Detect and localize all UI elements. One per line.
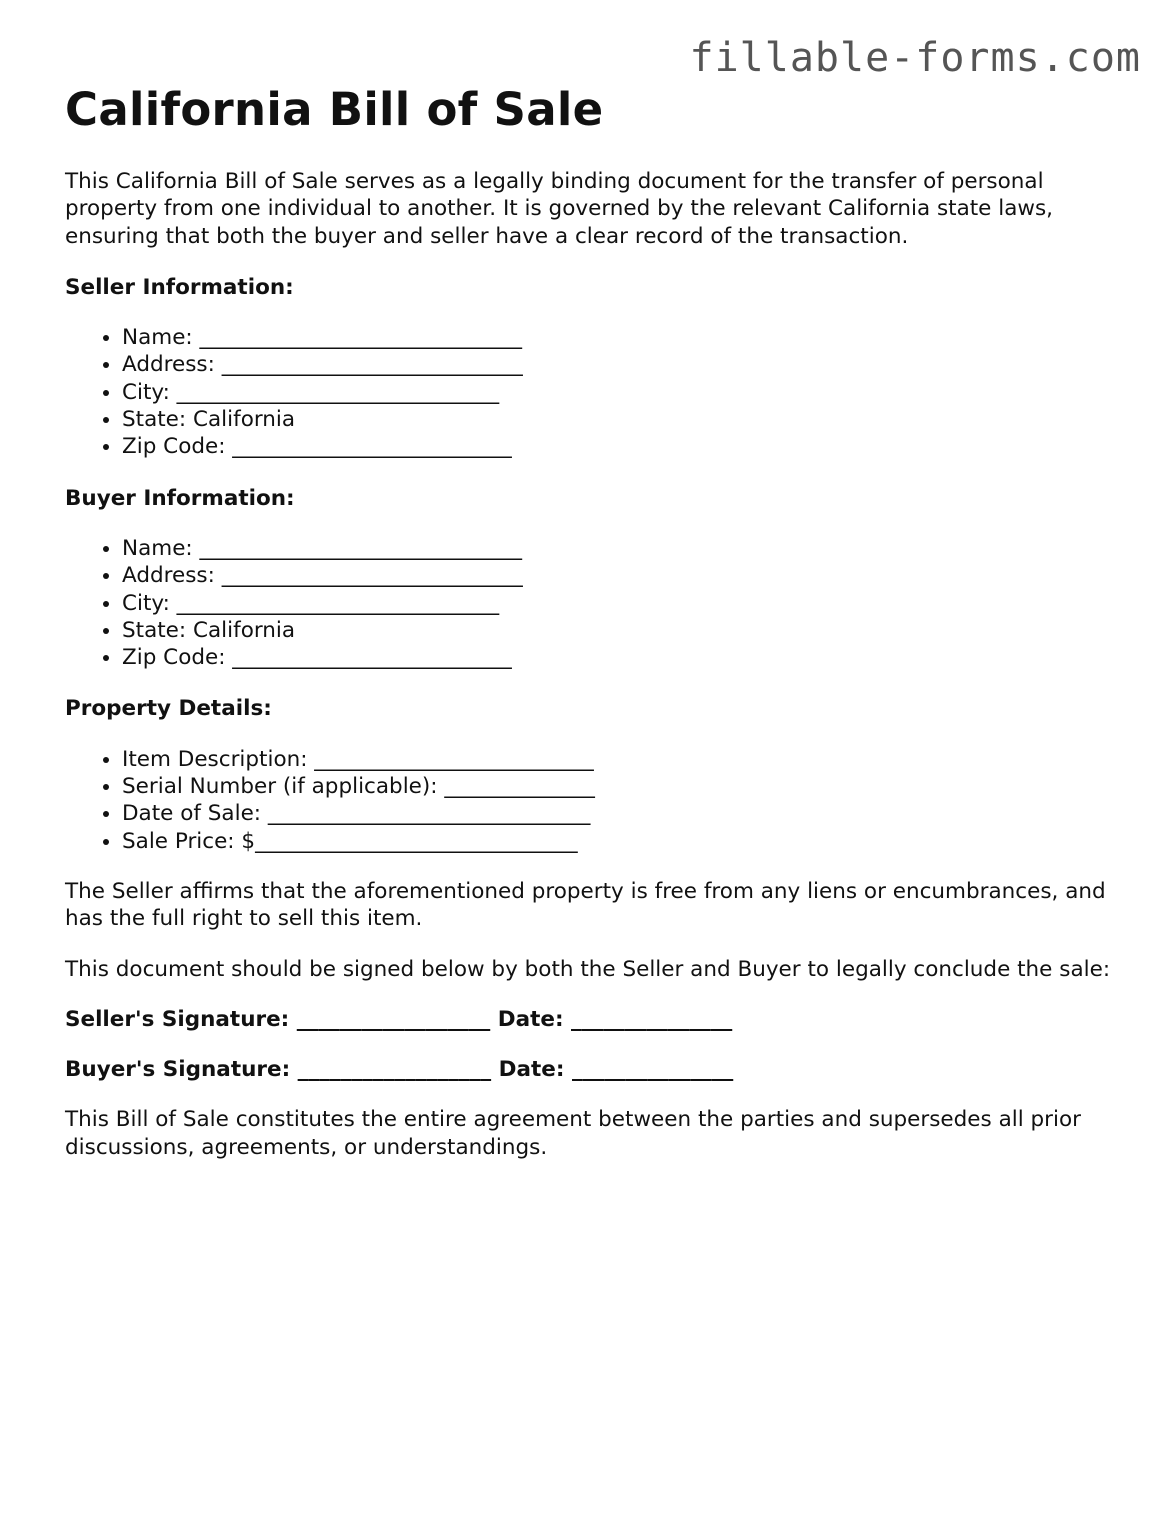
buyer-name-field: • Name: ______________________________ [122, 535, 1125, 562]
buyer-heading: Buyer Information: [65, 485, 295, 511]
intro-paragraph: This California Bill of Sale serves as a legally binding document for the transfer of personal property from one individual to another. It is governed by the relevant California state laws, ensuring that both the buyer and seller have a clear record of the transaction. [65, 169, 1054, 249]
property-fields-list [65, 746, 1125, 855]
buyer-city-field: • City: ______________________________ [122, 590, 1125, 617]
page-title: California Bill of Sale [65, 83, 604, 136]
buyer-fields-list [65, 535, 1125, 671]
seller-zip-field: • Zip Code: __________________________ [122, 433, 1125, 460]
buyer-signature-line: Buyer's Signature: __________________ Date: _______________ [65, 1057, 734, 1083]
affirmation-paragraph: The Seller affirms that the aforementioned property is free from any liens or encumbrances, and has the full right to sell this item. [65, 878, 1106, 932]
serial-number-field: • Serial Number (if applicable): ______________ [122, 773, 1125, 800]
watermark: fillable-forms.com [689, 35, 1141, 81]
item-description-field: • Item Description: __________________________ [122, 746, 1125, 773]
seller-signature-line: Seller's Signature: __________________ Date: _______________ [65, 1006, 733, 1032]
buyer-zip-field: • Zip Code: __________________________ [122, 644, 1125, 671]
sign-instruction-paragraph: This document should be signed below by both the Seller and Buyer to legally conclude the sale: [65, 956, 1111, 982]
seller-fields-list [65, 324, 1125, 460]
closing-paragraph: This Bill of Sale constitutes the entire agreement between the parties and supersedes all prior discussions, agreements, or understandings. [65, 1107, 1081, 1160]
seller-city-field: • City: ______________________________ [122, 379, 1125, 406]
seller-address-field: • Address: ____________________________ [122, 351, 1125, 378]
date-of-sale-field: • Date of Sale: ______________________________ [122, 800, 1125, 827]
sale-price-field: • Sale Price: $______________________________ [122, 828, 1125, 855]
buyer-address-field: • Address: ____________________________ [122, 562, 1125, 589]
buyer-state-field: • State: California [122, 617, 1125, 644]
seller-heading: Seller Information: [65, 274, 294, 300]
seller-state-field: • State: California [122, 406, 1125, 433]
property-heading: Property Details: [65, 696, 272, 722]
seller-name-field: • Name: ______________________________ [122, 324, 1125, 351]
document-body [65, 84, 1125, 1161]
